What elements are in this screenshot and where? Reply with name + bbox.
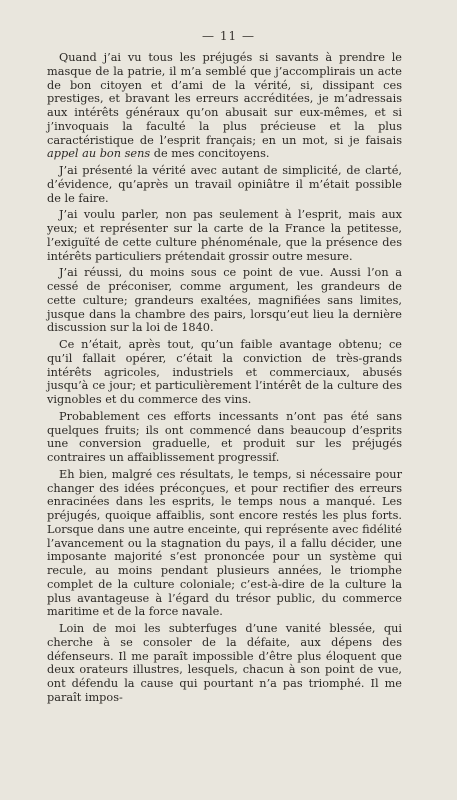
paragraph <box>47 51 402 161</box>
page-number: — 11 — <box>202 29 255 43</box>
paragraph <box>47 338 402 407</box>
paragraph <box>47 410 402 465</box>
paragraph <box>47 164 402 205</box>
paragraph-text: Loin de moi les subterfuges d’une vanité blessée, qui cherche à se consoler de la défaite, aux dépens des défenseurs. Il me paraît impossible d’être plus éloquent que deux orateurs illustres, lesquels, chacun à son point de vue, ont défendu la cause qui pourtant n’a pas triomphé. Il me paraît impos- <box>47 622 402 704</box>
paragraph <box>47 468 402 619</box>
paragraph <box>47 622 402 705</box>
paragraph-text: J’ai voulu parler, non pas seulement à l’esprit, mais aux yeux; et représenter sur la carte de la France la petitesse, l’exiguïté de cette culture phénoménale, que la présence des intérêts particuliers prétendait grossir outre mesure. <box>47 208 402 263</box>
emphasized-phrase: appel au bon sens <box>47 147 151 161</box>
paragraph-text: Probablement ces efforts incessants n’ont pas été sans quelques fruits; ils ont commencé dans beaucoup d’esprits une conversion graduelle, et produit sur les préjugés contraires un affaiblissement progressif. <box>47 409 402 464</box>
paragraph-text: Quand j’ai vu tous les préjugés si savants à prendre le masque de la patrie, il m’a semblé que j’accomplirais un acte de bon citoyen et d’ami de la vérité, si, dissipant ces prestiges, et bravant les erreurs accréditées, je m’adressais aux intérêts généraux qu’on abusait sur eux-mêmes, et si j’invoquais la faculté la plus précieuse et la plus caractéristique de l’esprit français; en un mot, si je faisais <box>47 51 402 147</box>
paragraph <box>47 208 402 263</box>
paragraph-text: Eh bien, malgré ces résultats, le temps, si nécessaire pour changer des idées préconçues, et pour rectifier des erreurs enracinées dans les esprits, le temps nous a manqué. Les préjugés, quoique affaiblis, sont encore restés les plus forts. Lorsque dans une autre enceinte, qui représente avec fidélité l’avancement ou la stagnation du pays, il a fallu décider, une imposante majorité s’est prononcée pour un système qui recule, au moins pendant plusieurs années, le triomphe complet de la culture coloniale; c’est-à-dire de la culture la plus avantageuse à l’égard du trésor public, du commerce maritime et de la force navale. <box>47 467 402 619</box>
body-text <box>47 51 402 708</box>
paragraph-text: J’ai réussi, du moins sous ce point de vue. Aussi l’on a cessé de préconiser, comme argument, les grandeurs de cette culture; grandeurs exaltées, magnifiées sans limites, jusque dans la chambre des pairs, lorsqu’eut lieu la dernière discussion sur la loi de 1840. <box>47 266 402 335</box>
paragraph-text: de mes concitoyens. <box>150 147 270 161</box>
paragraph-text: Ce n’était, après tout, qu’un faible avantage obtenu; ce qu’il fallait opérer, c’était la conviction de très-grands intérêts agricoles, industriels et commerciaux, abusés jusqu’à ce jour; et particulièrement l’intérêt de la culture des vignobles et du commerce des vins. <box>47 338 402 406</box>
paragraph-text: J’ai présenté la vérité avec autant de simplicité, de clarté, d’évidence, qu’après un travail opiniâtre il m’était possible de le faire. <box>47 164 402 205</box>
paragraph <box>47 266 402 335</box>
